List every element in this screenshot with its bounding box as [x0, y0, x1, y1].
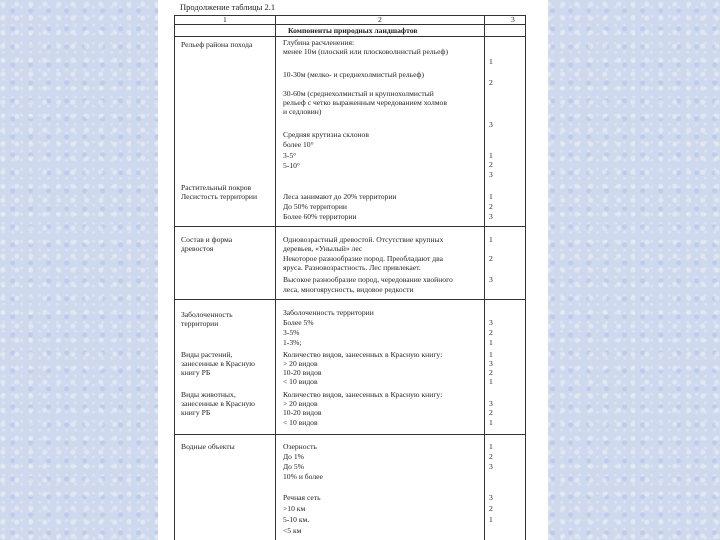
relief-score: 3 — [489, 170, 493, 179]
plants-label: Виды растений, — [181, 350, 233, 359]
section-header: Компоненты природных ландшафтов — [288, 26, 418, 35]
plants-score: 1 — [489, 377, 493, 386]
animals-line: Количество видов, занесенных в Красную книгу: — [283, 390, 443, 399]
plants-line: < 10 видов — [283, 377, 318, 386]
water-score: 3 — [489, 493, 493, 502]
vegetation-score: 1 — [489, 192, 493, 201]
water-score: 1 — [489, 442, 493, 451]
swamp-line: 3-5% — [283, 328, 300, 337]
relief-line: рельеф с четко выраженным чередованием холмов — [283, 98, 447, 107]
vegetation-label: Лесистость территории — [181, 192, 258, 201]
forest-score: 3 — [489, 275, 493, 284]
plants-score: 2 — [489, 368, 493, 377]
swamp-score: 3 — [489, 318, 493, 327]
swamp-score: 2 — [489, 328, 493, 337]
table-continuation-title: Продолжение таблицы 2.1 — [180, 2, 276, 12]
relief-line: 5-10° — [283, 161, 300, 170]
water-score: 1 — [489, 515, 493, 524]
animals-label: книгу РБ — [181, 408, 211, 417]
relief-line: менее 10м (плоский или плосковолнистый рельеф) — [283, 47, 448, 56]
relief-label: Рельеф района похода — [181, 40, 253, 49]
plants-line: 10-20 видов — [283, 368, 322, 377]
row-divider — [174, 434, 526, 435]
vegetation-line: Леса занимают до 20% территории — [283, 192, 397, 201]
table-left-border — [174, 15, 175, 540]
forest-line: Некоторое разнообразие пород. Преобладают два — [283, 254, 443, 263]
header-col-2: 2 — [378, 15, 382, 24]
relief-score: 2 — [489, 160, 493, 169]
animals-score: 1 — [489, 418, 493, 427]
plants-score: 3 — [489, 359, 493, 368]
plants-label: книгу РБ — [181, 368, 211, 377]
plants-line: > 20 видов — [283, 359, 318, 368]
header-col-3: 3 — [511, 15, 515, 24]
water-line: <5 км — [283, 526, 302, 535]
forest-line: Высокое разнообразие пород, чередование хвойного — [283, 275, 453, 284]
relief-line: 3-5° — [283, 151, 297, 160]
relief-line: Глубина расчленения: — [283, 38, 355, 47]
table-right-border — [525, 15, 526, 540]
relief-score: 3 — [489, 120, 493, 129]
forest-line: Одновозрастный древостой. Отсутствие крупных — [283, 235, 444, 244]
vegetation-label: Растительный покров — [181, 183, 252, 192]
plants-score: 1 — [489, 350, 493, 359]
animals-label: занесенные в Красную — [181, 399, 255, 408]
forest-label: древостоя — [181, 244, 214, 253]
water-line: Речная сеть — [283, 493, 321, 502]
swamp-label: Заболоченность — [181, 310, 233, 319]
vegetation-line: До 50% территории — [283, 202, 347, 211]
water-line: 5-10 км. — [283, 515, 310, 524]
water-score: 2 — [489, 452, 493, 461]
swamp-line: 1-3%; — [283, 338, 302, 347]
relief-score: 1 — [489, 151, 493, 160]
animals-score: 3 — [489, 399, 493, 408]
relief-score: 1 — [489, 57, 493, 66]
relief-line: и седловин) — [283, 107, 322, 116]
animals-line: 10-20 видов — [283, 408, 322, 417]
water-score: 3 — [489, 462, 493, 471]
forest-score: 2 — [489, 254, 493, 263]
swamp-line: Более 5% — [283, 318, 314, 327]
row-divider — [174, 226, 526, 227]
relief-line: 10-30м (мелко- и среднехолмистый рельеф) — [283, 70, 424, 79]
relief-line: более 10° — [283, 140, 314, 149]
forest-line: деревьев, «Унылый» лес — [283, 244, 363, 253]
water-line: До 1% — [283, 452, 304, 461]
column-2-divider — [484, 15, 485, 540]
plants-line: Количество видов, занесенных в Красную книгу: — [283, 350, 443, 359]
animals-score: 2 — [489, 408, 493, 417]
relief-score: 2 — [489, 78, 493, 87]
water-line: >10 км — [283, 504, 306, 513]
animals-line: < 10 видов — [283, 418, 318, 427]
vegetation-score: 3 — [489, 212, 493, 221]
swamp-label: территории — [181, 319, 219, 328]
vegetation-line: Более 60% территории — [283, 212, 357, 221]
document-page — [158, 0, 548, 540]
animals-label: Виды животных, — [181, 390, 236, 399]
section-header-border — [174, 36, 526, 37]
swamp-line: Заболоченность территории — [283, 308, 374, 317]
plants-label: занесенные в Красную — [181, 359, 255, 368]
water-line: Озерность — [283, 442, 317, 451]
water-score: 2 — [489, 504, 493, 513]
relief-line: 30-60м (среднехолмистый и крупнохолмистый — [283, 89, 434, 98]
forest-line: яруса. Разновозрастность. Лес привлекает. — [283, 263, 421, 272]
column-1-divider — [275, 15, 276, 540]
forest-score: 1 — [489, 235, 493, 244]
header-col-1: 1 — [223, 15, 227, 24]
swamp-score: 1 — [489, 338, 493, 347]
header-row-border — [174, 24, 526, 25]
water-line: 10% и более — [283, 472, 323, 481]
relief-line: Средняя крутизна склонов — [283, 130, 369, 139]
water-label: Водные объекты — [181, 442, 235, 451]
row-divider — [174, 299, 526, 300]
vegetation-score: 2 — [489, 202, 493, 211]
forest-line: леса, многоярусность, видовое редкости — [283, 285, 414, 294]
water-line: До 5% — [283, 462, 304, 471]
forest-label: Состав и форма — [181, 235, 233, 244]
animals-line: > 20 видов — [283, 399, 318, 408]
